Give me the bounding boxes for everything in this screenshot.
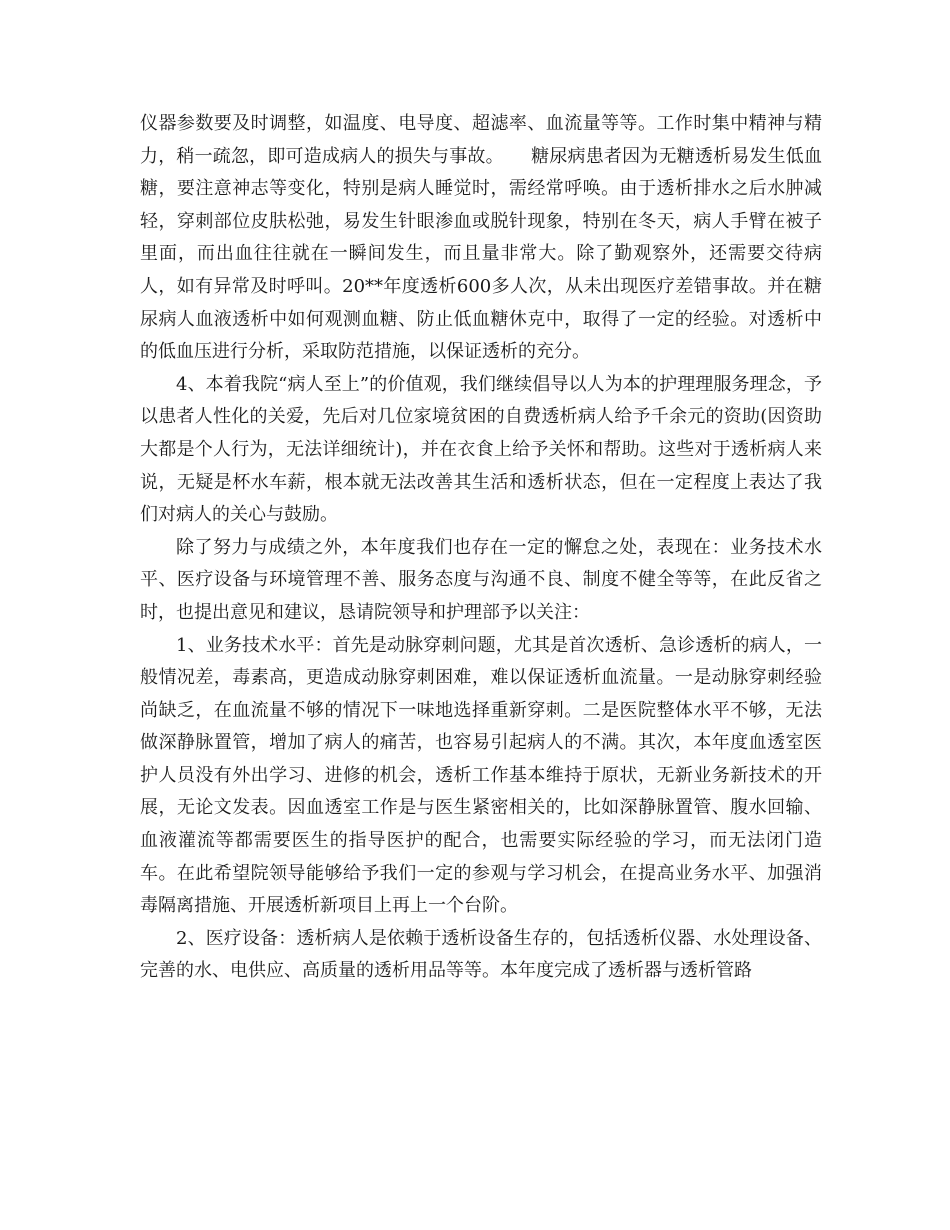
paragraph-continuation: 仪器参数要及时调整，如温度、电导度、超滤率、血流量等等。工作时集中精神与精力，稍一疏忽，即可造成病人的损失与事故。 糖尿病患者因为无糖透析易发生低血糖，要注意神志等变化，特别是病人睡觉时，需经常呼唤。由于透析排水之后水肿减轻，穿刺部位皮肤松弛，易发生针眼渗血或脱针现象，特别在冬天，病人手臂在被子里面，而出血往往就在一瞬间发生，而且量非常大。除了勤观察外，还需要交待病人，如有异常及时呼叫。20**年度透析600多人次，从未出现医疗差错事故。并在糖尿病人血液透析中如何观测血糖、防止低血糖休克中，取得了一定的经验。对透析中的低血压进行分析，采取防范措施，以保证透析的充分。 — [140, 113, 822, 363]
paragraph-technical-level: 1、业务技术水平：首先是动脉穿刺问题，尤其是首次透析、急诊透析的病人，一般情况差，毒素高，更造成动脉穿刺困难，难以保证透析血流量。一是动脉穿刺经验尚缺乏，在血流量不够的情况下一味地选择重新穿刺。二是医院整体水平不够，无法做深静脉置管，增加了病人的痛苦，也容易引起病人的不满。其次，本年度血透室医护人员没有外出学习、进修的机会，透析工作基本维持于原状，无新业务新技术的开展，无论文发表。因血透室工作是与医生紧密相关的，比如深静脉置管、腹水回输、血液灌流等都需要医生的指导医护的配合，也需要实际经验的学习，而无法闭门造车。在此希望院领导能够给予我们一定的参观与学习机会，在提高业务水平、加强消毒隔离措施、开展透析新项目上再上一个台阶。 — [140, 634, 822, 917]
paragraph-shortcomings: 除了努力与成绩之外，本年度我们也存在一定的懈怠之处，表现在：业务技术水平、医疗设备与环境管理不善、服务态度与沟通不良、制度不健全等等，在此反省之时，也提出意见和建议，恳请院领导和护理部予以关注： — [140, 536, 822, 623]
paragraph-patient-care: 4、本着我院“病人至上”的价值观，我们继续倡导以人为本的护理理服务理念，予以患者人性化的关爱，先后对几位家境贫困的自费透析病人给予千余元的资助(因资助大都是个人行为，无法详细统计)，并在衣食上给予关怀和帮助。这些对于透析病人来说，无疑是杯水车薪，根本就无法改善其生活和透析状态，但在一定程度上表达了我们对病人的关心与鼓励。 — [140, 373, 822, 526]
document-body — [140, 108, 822, 988]
paragraph-medical-equipment: 2、医疗设备：透析病人是依赖于透析设备生存的，包括透析仪器、水处理设备、完善的水、电供应、高质量的透析用品等等。本年度完成了透析器与透析管路 — [140, 927, 822, 982]
